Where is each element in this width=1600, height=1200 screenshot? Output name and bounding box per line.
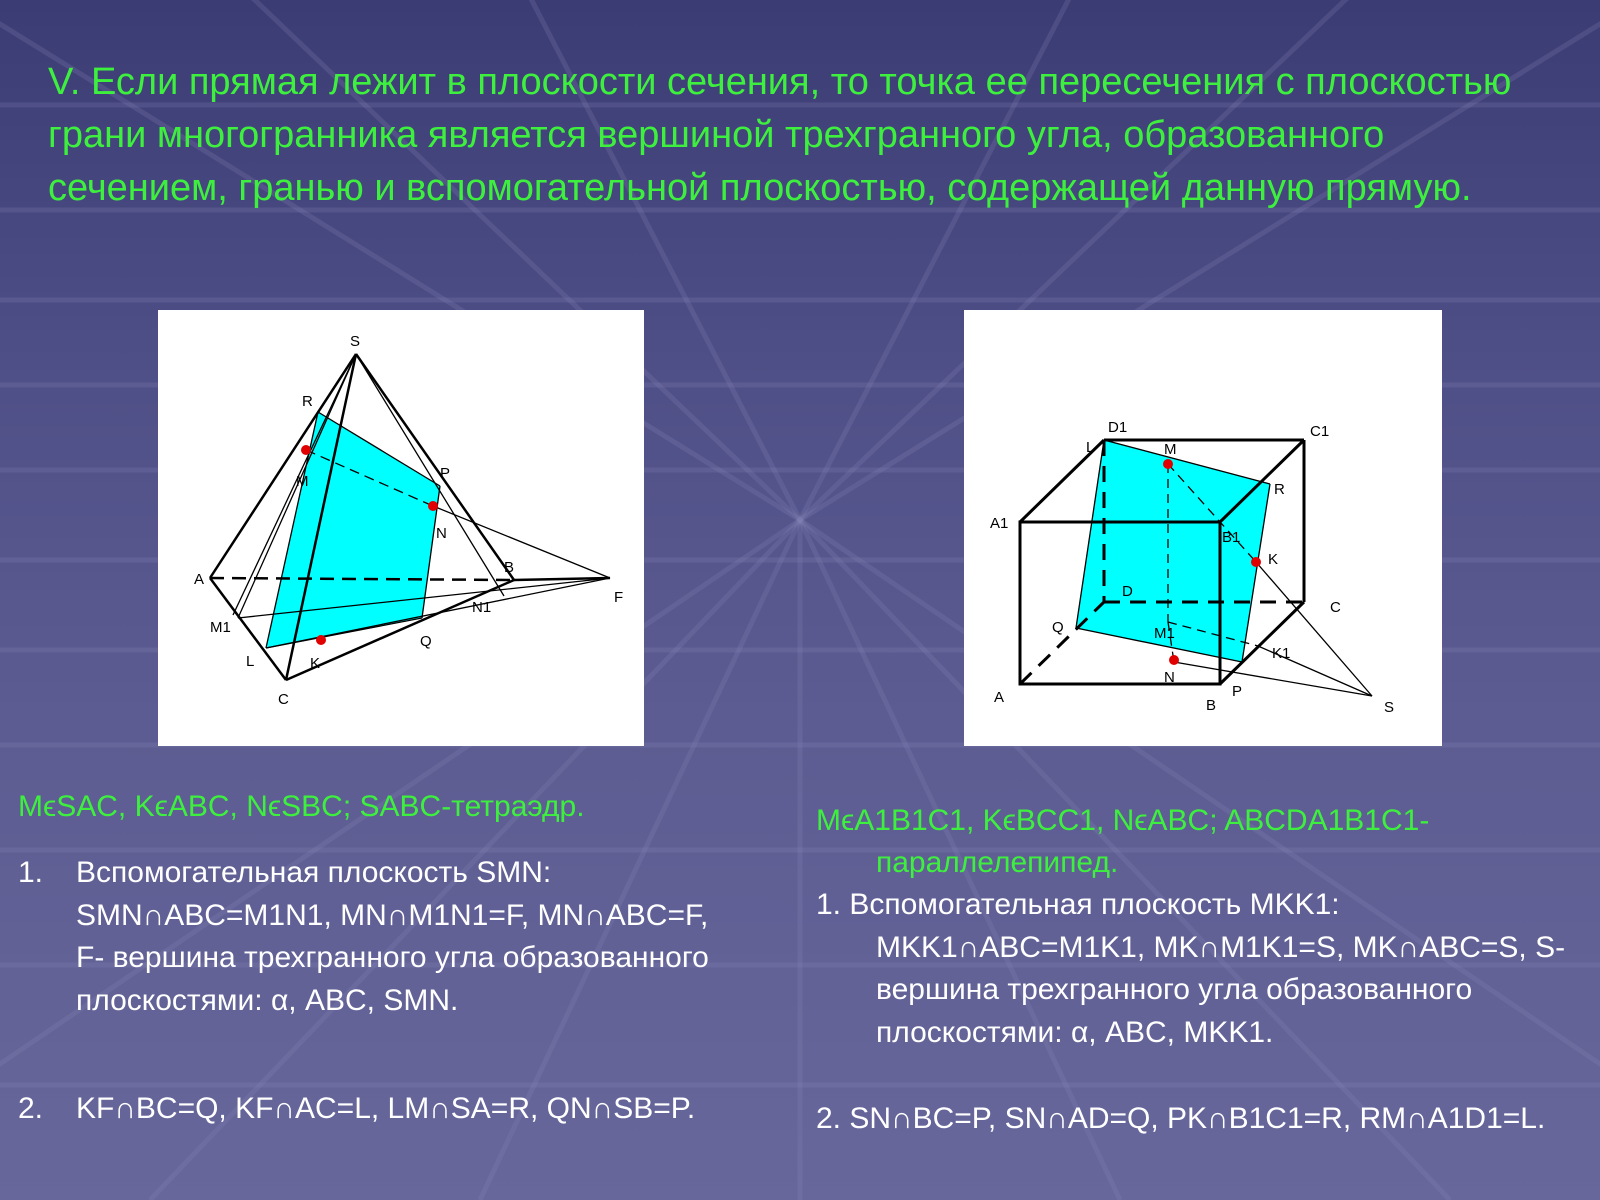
label-r: R <box>302 393 313 410</box>
parallelepiped-figure <box>964 310 1442 746</box>
label-k: K <box>310 655 321 672</box>
left-step-1 <box>18 852 738 1022</box>
label-r: R <box>1274 481 1285 498</box>
label-a: A <box>194 571 205 588</box>
point-n <box>428 501 438 511</box>
label-n: N <box>436 525 447 542</box>
label-c: C <box>278 691 289 708</box>
label-c1: C1 <box>1310 423 1330 440</box>
label-m1: M1 <box>210 619 231 636</box>
label-s: S <box>350 333 361 350</box>
label-d: D <box>1122 583 1133 600</box>
label-f: F <box>614 589 624 606</box>
label-b1: B1 <box>1222 529 1241 546</box>
label-m1: M1 <box>1154 625 1175 642</box>
label-a1: A1 <box>990 515 1009 532</box>
label-l: L <box>246 653 255 670</box>
label-m: M <box>1164 441 1177 458</box>
label-q: Q <box>420 633 432 650</box>
step-number: 1. <box>18 856 44 889</box>
label-l: L <box>1086 439 1095 456</box>
slide-title: V. Если прямая лежит в плоскости сечения, то точка ее пересечения с плоскостью грани многогранника является вершиной трехгранного угла, образованного сечением, гранью и вспомогательной плоскостью, содержащей данную прямую. <box>48 61 1512 209</box>
point-m <box>1163 459 1173 469</box>
label-p: P <box>440 465 451 482</box>
label-b: B <box>504 559 515 576</box>
tetrahedron-figure <box>158 310 644 746</box>
right-step-2: 2. SN∩BC=P, SN∩AD=Q, PK∩B1C1=R, RM∩A1D1=L. <box>816 1102 1546 1135</box>
step-text: KF∩BC=Q, KF∩AC=L, LM∩SA=R, QN∩SB=P. <box>76 1092 696 1125</box>
point-n <box>1169 655 1179 665</box>
step-number: 2. <box>18 1092 44 1125</box>
label-q: Q <box>1052 619 1064 636</box>
point-k <box>1251 557 1261 567</box>
label-s: S <box>1384 699 1395 716</box>
point-m <box>301 445 311 455</box>
label-c: C <box>1330 599 1341 616</box>
label-k1: K1 <box>1272 645 1291 662</box>
right-step-1: 1. Вспомогательная плоскость MKK1: MKK1∩ABC=M1K1, MK∩M1K1=S, MK∩ABC=S, S- вершина трехгранного угла образованного плоскостями: α, ABC, MKK1. <box>816 888 1566 1049</box>
left-condition: MϵSAC, KϵABC, NϵSBC; SABC-тетраэдр. <box>18 790 585 823</box>
label-d1: D1 <box>1108 419 1128 436</box>
label-k: K <box>1268 551 1279 568</box>
label-a: A <box>994 689 1005 706</box>
left-step-2 <box>18 1088 738 1131</box>
label-b: B <box>1206 697 1217 714</box>
right-condition: MϵA1B1C1, KϵBCC1, NϵABC; ABCDA1B1C1-параллелепипед. <box>816 804 1430 879</box>
label-n: N <box>1164 669 1175 686</box>
step-text: Вспомогательная плоскость SMN: SMN∩ABC=M1N1, MN∩M1N1=F, MN∩ABC=F, F- вершина трехгранного угла образованного плоскостями: α, ABC, SMN. <box>76 856 709 1017</box>
point-k <box>316 635 326 645</box>
label-p: P <box>1232 683 1243 700</box>
label-n1: N1 <box>472 599 492 616</box>
label-m: M <box>296 473 309 490</box>
